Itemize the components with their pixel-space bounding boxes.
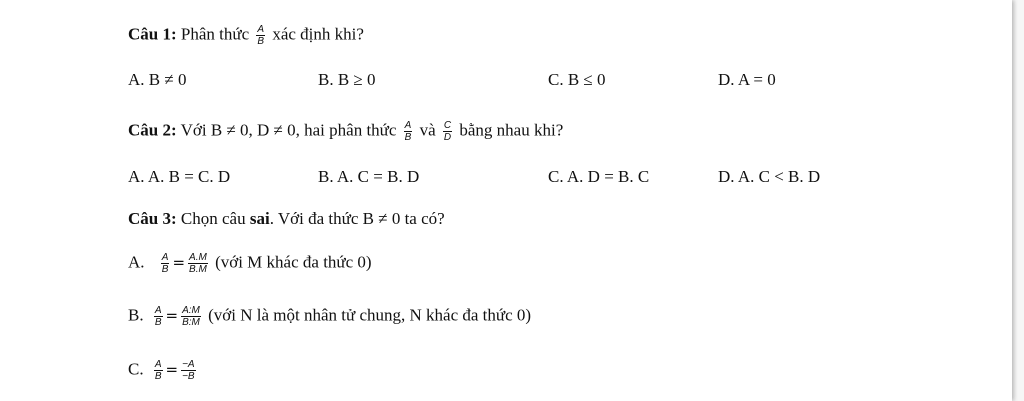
option-left-fraction [161,252,170,275]
option-right-fraction [188,252,208,275]
q1-option-a[interactable] [128,70,186,90]
fraction-numerator: A [154,359,162,370]
q2-option-d[interactable] [718,167,820,187]
equals-sign: = [165,360,179,379]
fraction-denominator: B.M [189,264,207,275]
option-right-fraction [181,305,201,328]
option-key: C. [548,70,564,89]
option-key: C. [548,167,564,186]
equals-sign: = [172,253,186,272]
option-right-fraction [181,359,196,382]
fraction-numerator: A [404,120,412,131]
question-3-text-after: . Với đa thức B ≠ 0 ta có? [269,209,445,228]
option-text: A. B = C. D [147,167,231,186]
question-3-text-before: Chọn câu [180,209,246,228]
question-3-emphasis: sai [249,209,270,228]
question-1-text-before: Phân thức [180,24,250,44]
option-text: B ≤ 0 [567,70,606,89]
option-note: (với M khác đa thức 0) [215,252,372,272]
equals-sign: = [165,306,179,325]
question-2-fraction-2 [443,120,452,143]
question-1 [128,24,364,47]
fraction-denominator: B [161,264,169,275]
question-2-fraction-1 [404,120,413,143]
fraction-denominator: D [443,132,452,143]
question-2 [128,120,563,143]
fraction-numerator: A [161,252,169,263]
option-key: B. [318,70,334,89]
option-text: B ≥ 0 [337,70,376,89]
fraction-denominator: B [257,36,265,47]
question-2-mid: và [419,120,436,140]
q2-option-a[interactable] [128,167,230,187]
question-1-label: Câu 1: [128,24,177,44]
option-text: A. C = B. D [336,167,420,186]
option-key: B. [318,167,334,186]
question-1-text-after: xác định khi? [272,24,364,44]
option-key: D. [718,167,735,186]
q3-option-b[interactable] [128,305,531,328]
question-2-text-before: Với B ≠ 0, D ≠ 0, hai phân thức [180,120,397,140]
fraction-numerator: C [443,120,452,131]
option-note: (với N là một nhân tử chung, N khác đa thức 0) [208,305,532,325]
option-key: A. [128,252,145,272]
option-left-fraction [154,305,163,328]
question-1-fraction [256,24,265,47]
option-key: A. [128,167,145,186]
fraction-denominator: B:M [182,317,200,328]
question-2-label: Câu 2: [128,120,177,140]
fraction-denominator: B [404,132,412,143]
option-key: D. [718,70,735,89]
fraction-numerator: A [154,305,162,316]
question-3 [128,209,445,229]
fraction-denominator: B [154,371,162,382]
option-key: B. [128,305,144,325]
q2-option-b[interactable] [318,167,419,187]
option-key: C. [128,359,144,379]
question-3-label: Câu 3: [128,209,177,228]
q3-option-a[interactable] [128,252,372,275]
fraction-denominator: B [154,317,162,328]
option-text: A = 0 [737,70,776,89]
option-text: B ≠ 0 [148,70,187,89]
fraction-numerator: A [257,24,265,35]
question-2-text-after: bằng nhau khi? [459,120,564,140]
fraction-denominator: −B [182,371,195,382]
q1-option-d[interactable] [718,70,776,90]
option-key: A. [128,70,145,89]
fraction-numerator: −A [182,359,195,370]
fraction-numerator: A:M [182,305,200,316]
q1-option-c[interactable] [548,70,606,90]
q2-option-c[interactable] [548,167,649,187]
option-text: A. C < B. D [737,167,821,186]
option-left-fraction [154,359,163,382]
option-text: A. D = B. C [566,167,650,186]
q1-option-b[interactable] [318,70,376,90]
q3-option-c[interactable] [128,359,199,382]
fraction-numerator: A.M [189,252,207,263]
